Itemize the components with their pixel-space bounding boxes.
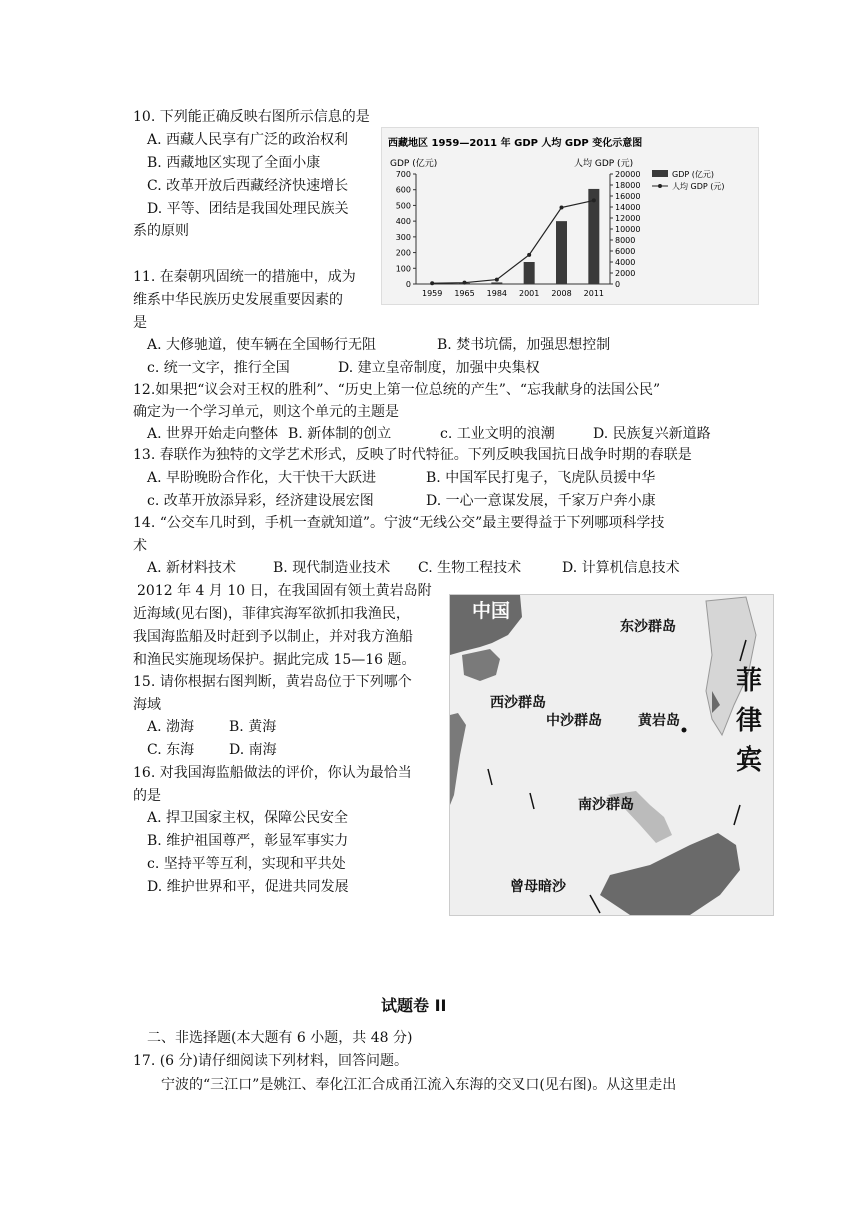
q14-option-c: C. 生物工程技术 [418, 560, 522, 576]
map-label-xisha: 西沙群岛 [490, 695, 546, 711]
q12-option-c: c. 工业文明的浪潮 [440, 426, 555, 442]
q15-option-d: D. 南海 [229, 742, 277, 758]
chart-left-tick-label: 0 [405, 280, 411, 289]
chart-left-tick-label: 300 [395, 232, 411, 242]
chart-title: 西藏地区 1959—2011 年 GDP 人均 GDP 变化示意图 [388, 138, 643, 149]
map-label-fei: 菲 [736, 666, 763, 696]
map-label-lv: 律 [736, 706, 763, 736]
q15-option-b: B. 黄海 [229, 719, 277, 735]
chart-line-point [430, 281, 434, 285]
chart-ylabel-left: GDP (亿元) [390, 159, 438, 169]
q13-option-a: A. 早盼晚盼合作化，大干快干大跃进 [147, 470, 377, 486]
passage-line-3: 我国海监船及时赶到予以制止，并对我方渔船 [133, 629, 413, 645]
q11-option-b: B. 焚书坑儒，加强思想控制 [437, 337, 611, 353]
q10-option-a: A. 西藏人民享有广泛的政治权利 [147, 132, 349, 148]
map-label-dongsha: 东沙群岛 [620, 619, 676, 635]
q17-text: 宁波的“三江口”是姚江、奉化江汇合成甬江流入东海的交叉口(见右图)。从这里走出 [161, 1077, 677, 1093]
chart-left-tick-label: 500 [395, 201, 411, 211]
chart-bar [588, 189, 599, 284]
chart-left-tick-label: 400 [395, 217, 411, 227]
chart-left-tick-label: 100 [395, 264, 411, 274]
chart-right-tick-label: 16000 [615, 192, 641, 201]
passage-line-4: 和渔民实施现场保护。据此完成 15—16 题。 [133, 652, 416, 668]
q13-option-d: D. 一心一意谋发展，千家万户奔小康 [426, 493, 656, 509]
q12-option-a: A. 世界开始走向整体 [147, 426, 279, 442]
chart-bar [524, 262, 535, 284]
chart-line-series [432, 200, 594, 283]
south-china-sea-map-svg [450, 595, 773, 915]
q12-stem-1: 12.如果把“议会对王权的胜利”、“历史上第一位总统的产生”、“忘我献身的法国公民” [133, 382, 661, 398]
q14-option-a: A. 新材料技术 [147, 560, 237, 576]
q16-option-a: A. 捍卫国家主权，保障公民安全 [147, 810, 349, 826]
q14-stem-2: 术 [133, 538, 147, 554]
q11-stem-3: 是 [133, 315, 147, 331]
q15-stem-2: 海域 [133, 697, 161, 713]
q10-option-d-cont: 系的原则 [133, 223, 189, 239]
legend-line-marker [658, 184, 662, 188]
chart-x-tick-label: 2001 [518, 289, 540, 298]
chart-line-point [560, 206, 564, 210]
south-china-sea-map [449, 594, 774, 916]
chart-x-tick-label: 1984 [486, 289, 508, 298]
chart-right-tick-label: 18000 [615, 181, 641, 190]
map-label-zhongsha: 中沙群岛 [546, 713, 602, 729]
q11-stem-2: 维系中华民族历史发展重要因素的 [133, 292, 343, 308]
section-2-title: 试题卷 II [381, 996, 447, 1015]
chart-line-point [592, 198, 596, 202]
gdp-chart [381, 127, 759, 305]
q10-option-c: C. 改革开放后西藏经济快速增长 [147, 178, 349, 194]
q12-option-b: B. 新体制的创立 [288, 426, 392, 442]
chart-bar [556, 221, 567, 284]
q15-option-c: C. 东海 [147, 742, 195, 758]
map-label-huangyan: 黄岩岛 [638, 713, 680, 729]
q12-option-d: D. 民族复兴新道路 [593, 426, 711, 442]
q15-stem-1: 15. 请你根据右图判断，黄岩岛位于下列哪个 [133, 674, 412, 690]
legend-bar-label: GDP (亿元) [672, 170, 714, 179]
gdp-chart-svg [382, 128, 758, 304]
map-label-bin: 宾 [736, 746, 763, 776]
chart-right-tick-label: 10000 [615, 225, 641, 234]
chart-legend [652, 169, 725, 191]
map-label-china: 中国 [472, 600, 511, 622]
passage-line-1: 2012 年 4 月 10 日，在我国固有领土黄岩岛附 [137, 583, 432, 599]
chart-right-tick-label: 0 [615, 280, 621, 289]
q16-stem-1: 16. 对我国海监船做法的评价，你认为最恰当 [133, 765, 412, 781]
legend-line-label: 人均 GDP (元) [672, 182, 725, 191]
chart-right-tick-label: 8000 [615, 236, 636, 245]
q10-option-b: B. 西藏地区实现了全面小康 [147, 155, 321, 171]
q16-stem-2: 的是 [133, 788, 161, 804]
chart-left-tick-label: 600 [395, 185, 411, 195]
q16-option-b: B. 维护祖国尊严，彰显军事实力 [147, 833, 349, 849]
chart-right-tick-label: 2000 [615, 269, 636, 278]
q10-option-d: D. 平等、团结是我国处理民族关 [147, 201, 349, 217]
chart-right-tick-label: 20000 [615, 170, 641, 179]
section-2-intro: 二、非选择题(本大题有 6 小题，共 48 分) [147, 1030, 413, 1046]
chart-line-point [527, 253, 531, 257]
chart-x-tick-label: 1965 [454, 289, 475, 298]
chart-bar [491, 282, 502, 284]
chart-x-tick-label: 1959 [421, 289, 443, 298]
chart-right-tick-label: 12000 [615, 214, 641, 223]
map-huangyan-dot [682, 728, 687, 733]
q15-option-a: A. 渤海 [147, 719, 195, 735]
q10-stem: 10. 下列能正确反映右图所示信息的是 [133, 109, 370, 125]
legend-bar-swatch [652, 170, 668, 177]
chart-line-point [463, 281, 467, 285]
chart-ylabel-right: 人均 GDP (元) [574, 159, 634, 169]
q11-option-d: D. 建立皇帝制度，加强中央集权 [338, 360, 540, 376]
q13-option-b: B. 中国军民打鬼子，飞虎队员援中华 [426, 470, 656, 486]
q17-stem: 17. (6 分)请仔细阅读下列材料，回答问题。 [133, 1053, 408, 1069]
chart-right-tick-label: 14000 [615, 203, 641, 212]
q14-stem-1: 14. “公交车几时到，手机一查就知道”。宁波“无线公交”最主要得益于下列哪项科学技 [133, 515, 665, 531]
chart-right-tick-label: 4000 [615, 258, 636, 267]
passage-line-2: 近海域(见右图)，菲律宾海军欲抓扣我渔民， [133, 606, 410, 622]
q11-stem-1: 11. 在秦朝巩固统一的措施中，成为 [133, 269, 356, 285]
q13-stem: 13. 春联作为独特的文学艺术形式，反映了时代特征。下列反映我国抗日战争时期的春联是 [133, 447, 692, 463]
map-label-zengmu: 曾母暗沙 [510, 879, 566, 895]
q16-option-d: D. 维护世界和平，促进共同发展 [147, 879, 349, 895]
q13-option-c: c. 改革开放添异彩，经济建设展宏图 [147, 493, 374, 509]
q14-option-b: B. 现代制造业技术 [273, 560, 391, 576]
q11-option-a: A. 大修驰道，使车辆在全国畅行无阻 [147, 337, 377, 353]
q14-option-d: D. 计算机信息技术 [562, 560, 680, 576]
q16-option-c: c. 坚持平等互利，实现和平共处 [147, 856, 346, 872]
chart-line-point [495, 278, 499, 282]
map-label-nansha: 南沙群岛 [578, 797, 634, 813]
chart-left-tick-label: 200 [395, 248, 411, 258]
chart-left-tick-label: 700 [395, 170, 411, 179]
chart-x-tick-label: 2011 [583, 289, 605, 298]
chart-x-tick-label: 2008 [551, 289, 572, 298]
chart-right-tick-label: 6000 [615, 247, 636, 256]
q12-stem-2: 确定为一个学习单元，则这个单元的主题是 [133, 404, 399, 420]
q11-option-c: c. 统一文字，推行全国 [147, 360, 290, 376]
